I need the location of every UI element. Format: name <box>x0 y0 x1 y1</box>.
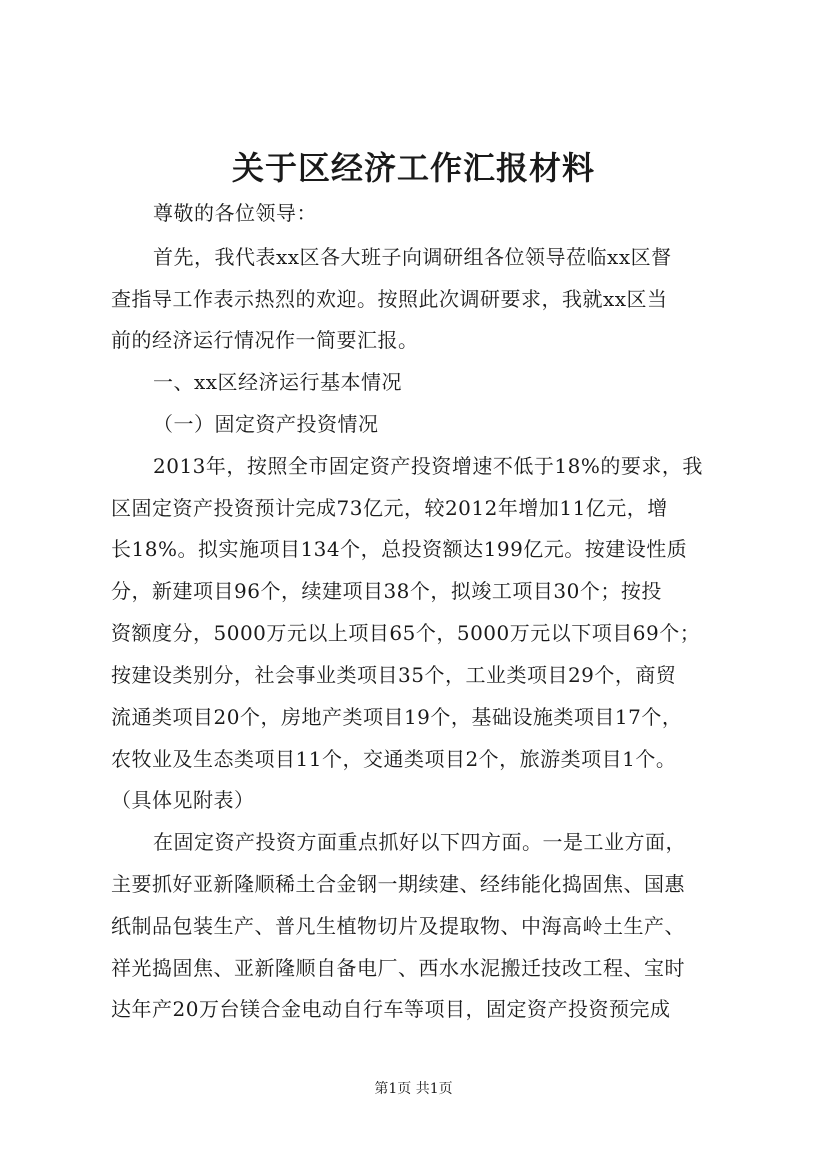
page-footer: 第1页 共1页 <box>374 1081 453 1097</box>
paragraph-line: 流通类项目20个，房地产类项目19个，基础设施类项目17个， <box>111 705 683 729</box>
section-heading: 一、xx区经济运行基本情况 <box>153 370 403 394</box>
paragraph-line: 主要抓好亚新隆顺稀土合金钢一期续建、经纬能化捣固焦、国惠 <box>111 872 685 896</box>
paragraph-line: （具体见附表） <box>111 788 255 812</box>
paragraph-line: 前的经济运行情况作一简要汇报。 <box>111 328 419 352</box>
paragraph-line: 分，新建项目96个，续建项目38个，拟竣工项目30个；按投 <box>111 579 662 603</box>
paragraph-line: 区固定资产投资预计完成73亿元，较2012年增加11亿元，增 <box>111 496 668 520</box>
paragraph-line: 在固定资产投资方面重点抓好以下四方面。一是工业方面， <box>153 830 686 854</box>
paragraph-line: 长18%。拟实施项目134个，总投资额达199亿元。按建设性质 <box>111 537 688 561</box>
subsection-heading: （一）固定资产投资情况 <box>153 412 379 436</box>
paragraph-line: 2013年，按照全市固定资产投资增速不低于18%的要求，我 <box>153 454 703 478</box>
paragraph-line: 按建设类别分，社会事业类项目35个，工业类项目29个，商贸 <box>111 663 677 687</box>
paragraph-line: 资额度分，5000万元以上项目65个，5000万元以下项目69个； <box>111 621 701 645</box>
paragraph-line: 达年产20万台镁合金电动自行车等项目，固定资产投资预完成 <box>111 997 671 1021</box>
salutation: 尊敬的各位领导： <box>153 201 317 225</box>
paragraph-line: 祥光捣固焦、亚新隆顺自备电厂、西水水泥搬迁技改工程、宝时 <box>111 956 685 980</box>
paragraph-line: 农牧业及生态类项目11个，交通类项目2个，旅游类项目1个。 <box>111 747 677 771</box>
paragraph-line: 纸制品包装生产、普凡生植物切片及提取物、中海高岭土生产、 <box>111 914 685 938</box>
paragraph-line: 查指导工作表示热烈的欢迎。按照此次调研要求，我就xx区当 <box>111 287 668 311</box>
paragraph-line: 首先，我代表xx区各大班子向调研组各位领导莅临xx区督 <box>153 245 672 269</box>
document-title: 关于区经济工作汇报材料 <box>231 149 595 187</box>
